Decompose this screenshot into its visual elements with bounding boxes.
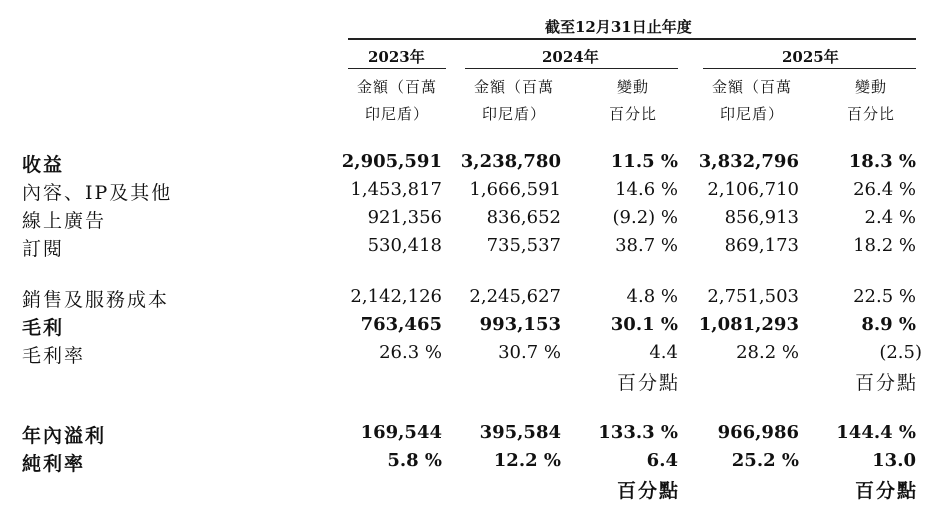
row-label-revenue: 收益 bbox=[22, 154, 65, 176]
percentage-points-note: 百分點 bbox=[616, 372, 680, 394]
year-2023: 2023年 bbox=[368, 48, 425, 66]
cell: 26.3 % bbox=[379, 342, 442, 363]
cell: 30.1 % bbox=[610, 314, 678, 335]
column-header-amount-2025 bbox=[698, 74, 806, 128]
row-label-net-margin: 純利率 bbox=[22, 453, 86, 475]
cell: 18.3 % bbox=[848, 151, 916, 172]
column-header-amount-2024 bbox=[460, 74, 568, 128]
cell: 144.4 % bbox=[836, 422, 916, 443]
cell: (9.2) % bbox=[612, 207, 678, 228]
cell: 2,142,126 bbox=[350, 286, 442, 307]
cell: 30.7 % bbox=[498, 342, 561, 363]
cell: 836,652 bbox=[486, 207, 561, 228]
cell: 966,986 bbox=[717, 422, 799, 443]
cell: 1,666,591 bbox=[469, 179, 561, 200]
cell: 2,106,710 bbox=[707, 179, 799, 200]
cell: 1,081,293 bbox=[698, 314, 799, 335]
cell: 2,905,591 bbox=[341, 151, 442, 172]
cell: 763,465 bbox=[360, 314, 442, 335]
year-2024: 2024年 bbox=[542, 48, 599, 66]
column-header-line2: 百分比 bbox=[846, 105, 895, 123]
column-header-line2: 印尼盾） bbox=[719, 105, 784, 123]
cell: 4.8 % bbox=[626, 286, 678, 307]
cell: 395,584 bbox=[479, 422, 561, 443]
cell: 869,173 bbox=[724, 235, 799, 256]
cell: 530,418 bbox=[367, 235, 442, 256]
cell: 735,537 bbox=[486, 235, 561, 256]
column-header-amount-2023 bbox=[343, 74, 451, 128]
cell: 921,356 bbox=[367, 207, 442, 228]
cell: 38.7 % bbox=[615, 235, 678, 256]
cell: 28.2 % bbox=[736, 342, 799, 363]
column-header-line2: 百分比 bbox=[608, 105, 657, 123]
cell: 3,238,780 bbox=[460, 151, 561, 172]
cell: 856,913 bbox=[724, 207, 799, 228]
column-header-line1: 金額（百萬 bbox=[473, 78, 554, 96]
cell: 12.2 % bbox=[493, 450, 561, 471]
row-label-cost-of-sales: 銷售及服務成本 bbox=[22, 289, 170, 311]
year-2025: 2025年 bbox=[782, 48, 839, 66]
column-header-change-2024 bbox=[588, 74, 678, 128]
row-label-gross-margin: 毛利率 bbox=[22, 345, 86, 367]
cell: 1,453,817 bbox=[350, 179, 442, 200]
cell: 22.5 % bbox=[853, 286, 916, 307]
cell: 2,245,627 bbox=[469, 286, 561, 307]
percentage-points-note: 百分點 bbox=[616, 480, 680, 502]
cell: 4.4 bbox=[649, 342, 678, 363]
column-header-line1: 金額（百萬 bbox=[711, 78, 792, 96]
cell: 2,751,503 bbox=[707, 286, 799, 307]
column-header-change-2025 bbox=[826, 74, 916, 128]
cell: 5.8 % bbox=[387, 450, 442, 471]
period-title: 截至12月31日止年度 bbox=[545, 18, 692, 36]
cell: 26.4 % bbox=[853, 179, 916, 200]
cell: 2.4 % bbox=[864, 207, 916, 228]
cell: 25.2 % bbox=[731, 450, 799, 471]
row-label-content-ip: 內容、IP及其他 bbox=[22, 182, 173, 204]
cell: 6.4 bbox=[646, 450, 678, 471]
row-label-net-profit: 年內溢利 bbox=[22, 425, 107, 447]
cell: 11.5 % bbox=[610, 151, 678, 172]
row-label-online-ads: 線上廣告 bbox=[22, 210, 107, 232]
column-header-line1: 變動 bbox=[616, 78, 649, 96]
year-2024-rule bbox=[465, 68, 678, 69]
cell: 18.2 % bbox=[853, 235, 916, 256]
column-header-line1: 金額（百萬 bbox=[356, 78, 437, 96]
cell: 14.6 % bbox=[615, 179, 678, 200]
cell: 133.3 % bbox=[598, 422, 678, 443]
cell: 993,153 bbox=[479, 314, 561, 335]
cell: 8.9 % bbox=[861, 314, 916, 335]
cell: 169,544 bbox=[360, 422, 442, 443]
percentage-points-note: 百分點 bbox=[854, 372, 918, 394]
row-label-subscription: 訂閱 bbox=[22, 238, 65, 260]
row-label-gross-profit: 毛利 bbox=[22, 317, 65, 339]
cell: (2.5) bbox=[879, 342, 922, 363]
column-header-line1: 變動 bbox=[854, 78, 887, 96]
year-2025-rule bbox=[703, 68, 916, 69]
year-2023-rule bbox=[348, 68, 446, 69]
percentage-points-note: 百分點 bbox=[854, 480, 918, 502]
cell: 3,832,796 bbox=[698, 151, 799, 172]
cell: 13.0 bbox=[872, 450, 916, 471]
column-header-line2: 印尼盾） bbox=[364, 105, 429, 123]
column-header-line2: 印尼盾） bbox=[481, 105, 546, 123]
header-top-rule bbox=[348, 38, 916, 40]
